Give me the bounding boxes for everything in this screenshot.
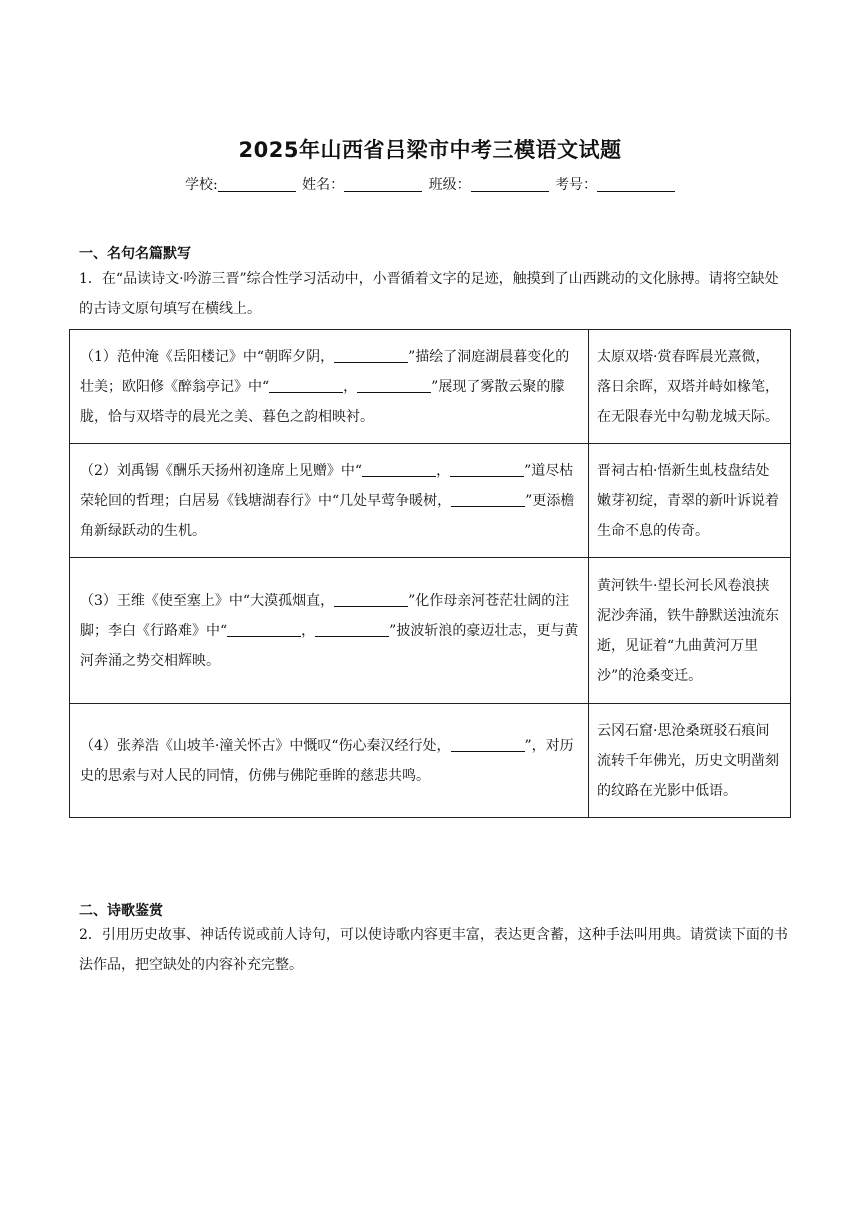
question-2-text: 2．引用历史故事、神话传说或前人诗句，可以使诗歌内容更丰富，表达更含蓄，这种手法叫用典。请赏读下面的书法作品，把空缺处的内容补充完整。 bbox=[79, 927, 788, 973]
answer-blank bbox=[357, 379, 431, 393]
answer-blank bbox=[334, 349, 408, 363]
exam-number-blank bbox=[597, 177, 675, 192]
table-row bbox=[70, 704, 791, 818]
answer-blank bbox=[451, 738, 525, 752]
question-cell bbox=[70, 704, 589, 818]
table-row bbox=[70, 558, 791, 704]
question-1-text: 1．在“品读诗文·吟游三晋”综合性学习活动中，小晋循着文字的足迹，触摸到了山西跳动的文化脉搏。请将空缺处的古诗文原句填写在横线上。 bbox=[79, 271, 779, 317]
answer-blank bbox=[450, 463, 524, 477]
poem-fill-table bbox=[69, 329, 791, 818]
page-title: 2025年山西省吕梁市中考三模语文试题 bbox=[238, 138, 622, 162]
question-text: （1）范仲淹《岳阳楼记》中“朝晖夕阴， bbox=[80, 348, 335, 365]
exam-number-label: 考号： bbox=[555, 177, 598, 193]
question-cell bbox=[70, 330, 589, 444]
question-text: （4）张养浩《山坡羊·潼关怀古》中慨叹“伤心秦汉经行处， bbox=[80, 737, 451, 754]
question-text: ”更添檐角新绿跃动的生机。 bbox=[80, 492, 575, 539]
section-heading-1: 一、名句名篇默写 bbox=[79, 246, 191, 262]
answer-blank bbox=[362, 463, 436, 477]
question-text: ”，对历史的思索与对人民的同情，仿佛与佛陀垂眸的慈悲共鸣。 bbox=[80, 737, 574, 784]
note-cell: 晋祠古柏·悟新生虬枝盘结处嫩芽初绽，青翠的新叶诉说着生命不息的传奇。 bbox=[589, 444, 791, 558]
question-text: ”披波斩浪的豪迈壮志，更与黄河奔涌之势交相辉映。 bbox=[80, 622, 579, 669]
answer-blank bbox=[334, 593, 408, 607]
class-label: 班级： bbox=[428, 177, 471, 193]
class-blank bbox=[471, 177, 549, 192]
note-cell: 太原双塔·赏春晖晨光熹微，落日余晖，双塔并峙如椽笔，在无限春光中勾勒龙城天际。 bbox=[589, 330, 791, 444]
question-cell bbox=[70, 558, 589, 704]
question-text: （3）王维《使至塞上》中“大漠孤烟直， bbox=[80, 592, 335, 609]
question-text: ， bbox=[436, 462, 451, 479]
question-text: ”描绘了洞庭湖晨暮变化的壮美；欧阳修《醉翁亭记》中“ bbox=[80, 348, 570, 395]
answer-blank bbox=[451, 493, 525, 507]
question-text: ， bbox=[301, 622, 316, 639]
answer-blank bbox=[227, 623, 301, 637]
table-row bbox=[70, 330, 791, 444]
question-cell bbox=[70, 444, 589, 558]
note-cell: 黄河铁牛·望长河长风卷浪挟泥沙奔涌，铁牛静默送浊流东逝，见证着“九曲黄河万里沙”的沧桑变迁。 bbox=[589, 558, 791, 704]
answer-blank bbox=[269, 379, 343, 393]
school-blank bbox=[218, 177, 296, 192]
question-text: ”道尽枯荣轮回的哲理；白居易《钱塘湖春行》中“几处早莺争暖树， bbox=[80, 462, 574, 509]
section-heading-2: 二、诗歌鉴赏 bbox=[79, 903, 163, 919]
name-blank bbox=[344, 177, 422, 192]
question-text: ， bbox=[343, 378, 358, 395]
note-cell: 云冈石窟·思沧桑斑驳石痕间流转千年佛光，历史文明凿刻的纹路在光影中低语。 bbox=[589, 704, 791, 818]
question-text: （2）刘禹锡《酬乐天扬州初逢席上见赠》中“ bbox=[80, 462, 363, 479]
answer-blank bbox=[315, 623, 389, 637]
question-text: ”展现了雾散云聚的朦胧，恰与双塔寺的晨光之美、暮色之韵相映衬。 bbox=[80, 378, 565, 425]
question-text: ”化作母亲河苍茫壮阔的注脚；李白《行路难》中“ bbox=[80, 592, 570, 639]
table-row bbox=[70, 444, 791, 558]
school-label: 学校: bbox=[184, 177, 218, 193]
name-label: 姓名： bbox=[302, 177, 345, 193]
student-info-line bbox=[0, 174, 860, 194]
